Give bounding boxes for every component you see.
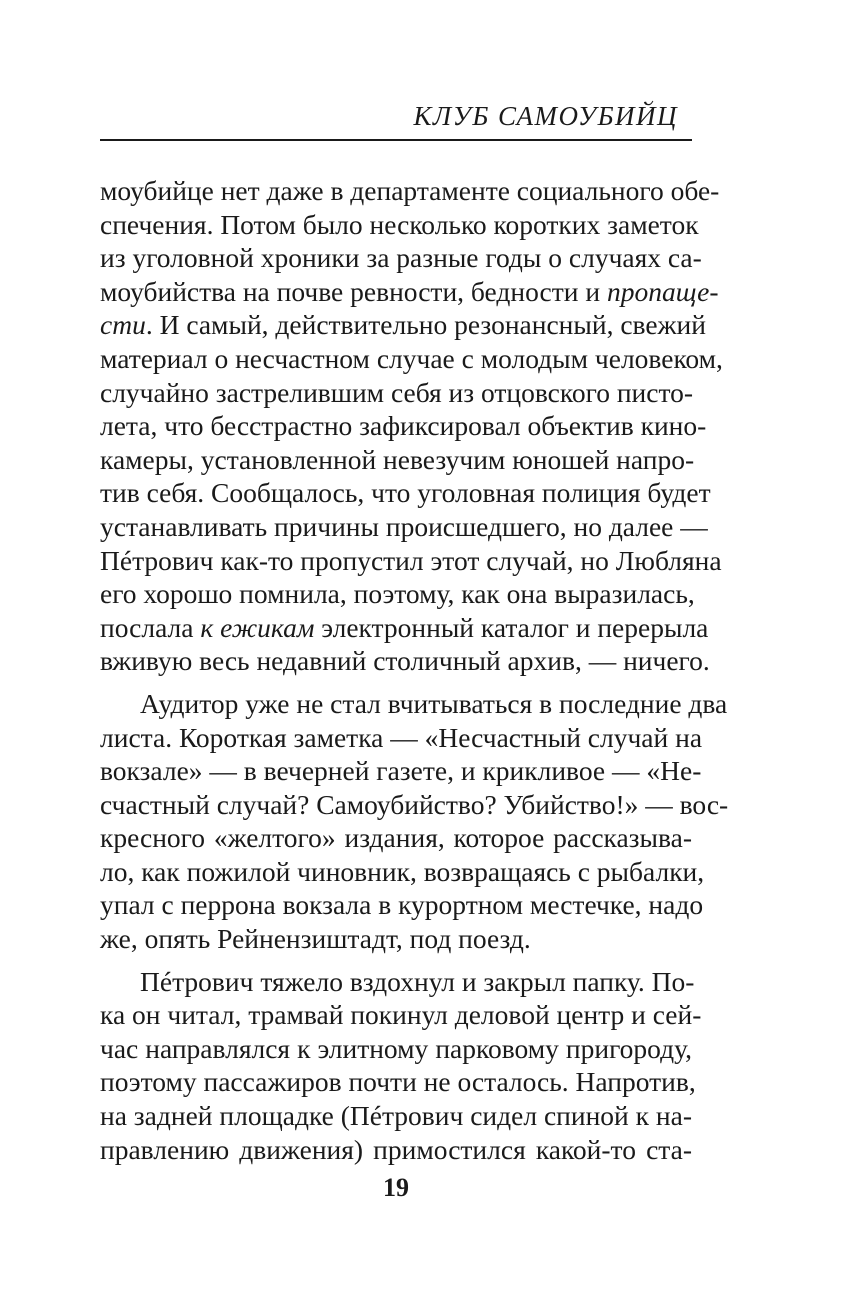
text-line: камеры, установленной невезучим юношей напро- — [100, 443, 695, 475]
paragraph — [100, 965, 702, 1167]
text-line: правлению движения) примостился какой-то ста- — [100, 1133, 692, 1165]
text-line: счастный случай? Самоубийство? Убийство!» — вос- — [100, 788, 729, 820]
header-rule — [100, 139, 692, 141]
text-line: Пéтрович тяжело вздохнул и закрыл папку. По- — [140, 965, 695, 997]
running-title: КЛУБ САМОУБИЙЦ — [413, 101, 678, 131]
text-run: моубийства на почве ревности, бедности и — [100, 275, 607, 307]
paragraph — [100, 174, 723, 678]
text-line: моубийце нет даже в департаменте социального обе- — [100, 175, 720, 206]
text-line: час направлялся к элитному парковому пригороду, — [100, 1032, 692, 1064]
text-line: листа. Короткая заметка — «Несчастный случай на — [100, 721, 703, 753]
paragraph — [100, 687, 729, 956]
text-line: его хорошо помнила, поэтому, как она выразилась, — [100, 578, 695, 610]
text-line: вживую весь недавний столичный архив, — ничего. — [100, 645, 710, 677]
text-line — [100, 275, 719, 309]
text-run: послала — [100, 611, 201, 643]
italic-run: сти — [100, 309, 146, 341]
text-line: случайно застрелившим себя из отцовского писто- — [100, 376, 694, 408]
text-line — [100, 611, 709, 645]
text-line: ка он читал, трамвай покинул деловой центр и сей- — [100, 999, 702, 1031]
text-line: вокзале» — в вечерней газете, и крикливое — «Не- — [100, 755, 702, 787]
text-line: же, опять Рейнензиштадт, под поезд. — [100, 923, 531, 955]
page-number: 19 — [383, 1173, 409, 1202]
text-line: устанавливать причины происшедшего, но далее — — [100, 510, 708, 542]
text-line: кресного «желтого» издания, которое рассказыва- — [100, 822, 692, 854]
text-line: на задней площадке (Пéтрович сидел спиной к на- — [100, 1100, 692, 1132]
text-run: электронный каталог и перерыла — [314, 611, 709, 643]
text-line — [100, 308, 706, 342]
text-run: . И самый, действительно резонансный, свежий — [145, 309, 706, 341]
italic-run: к ежикам — [200, 611, 315, 643]
text-line: ло, как пожилой чиновник, возвращаясь с рыбалки, — [100, 855, 705, 887]
text-line: материал о несчастном случае с молодым человеком, — [100, 342, 723, 374]
text-line: тив себя. Сообщалось, что уголовная полиция будет — [100, 477, 711, 509]
text-line: Аудитор уже не стал вчитываться в последние два — [140, 687, 728, 719]
italic-run: пропаще- — [606, 275, 719, 307]
text-line: спечения. Потом было несколько коротких заметок — [100, 208, 699, 240]
text-line: упал с перрона вокзала в курортном местечке, надо — [100, 889, 704, 921]
text-line: из уголовной хроники за разные годы о случаях са- — [100, 242, 702, 274]
body-text — [100, 174, 729, 1166]
text-line: лета, что бесстрастно зафиксировал объектив кино- — [100, 410, 707, 442]
text-line: Пéтрович как-то пропустил этот случай, но Любляна — [100, 544, 722, 576]
text-line: поэтому пассажиров почти не осталось. Напротив, — [100, 1066, 696, 1098]
